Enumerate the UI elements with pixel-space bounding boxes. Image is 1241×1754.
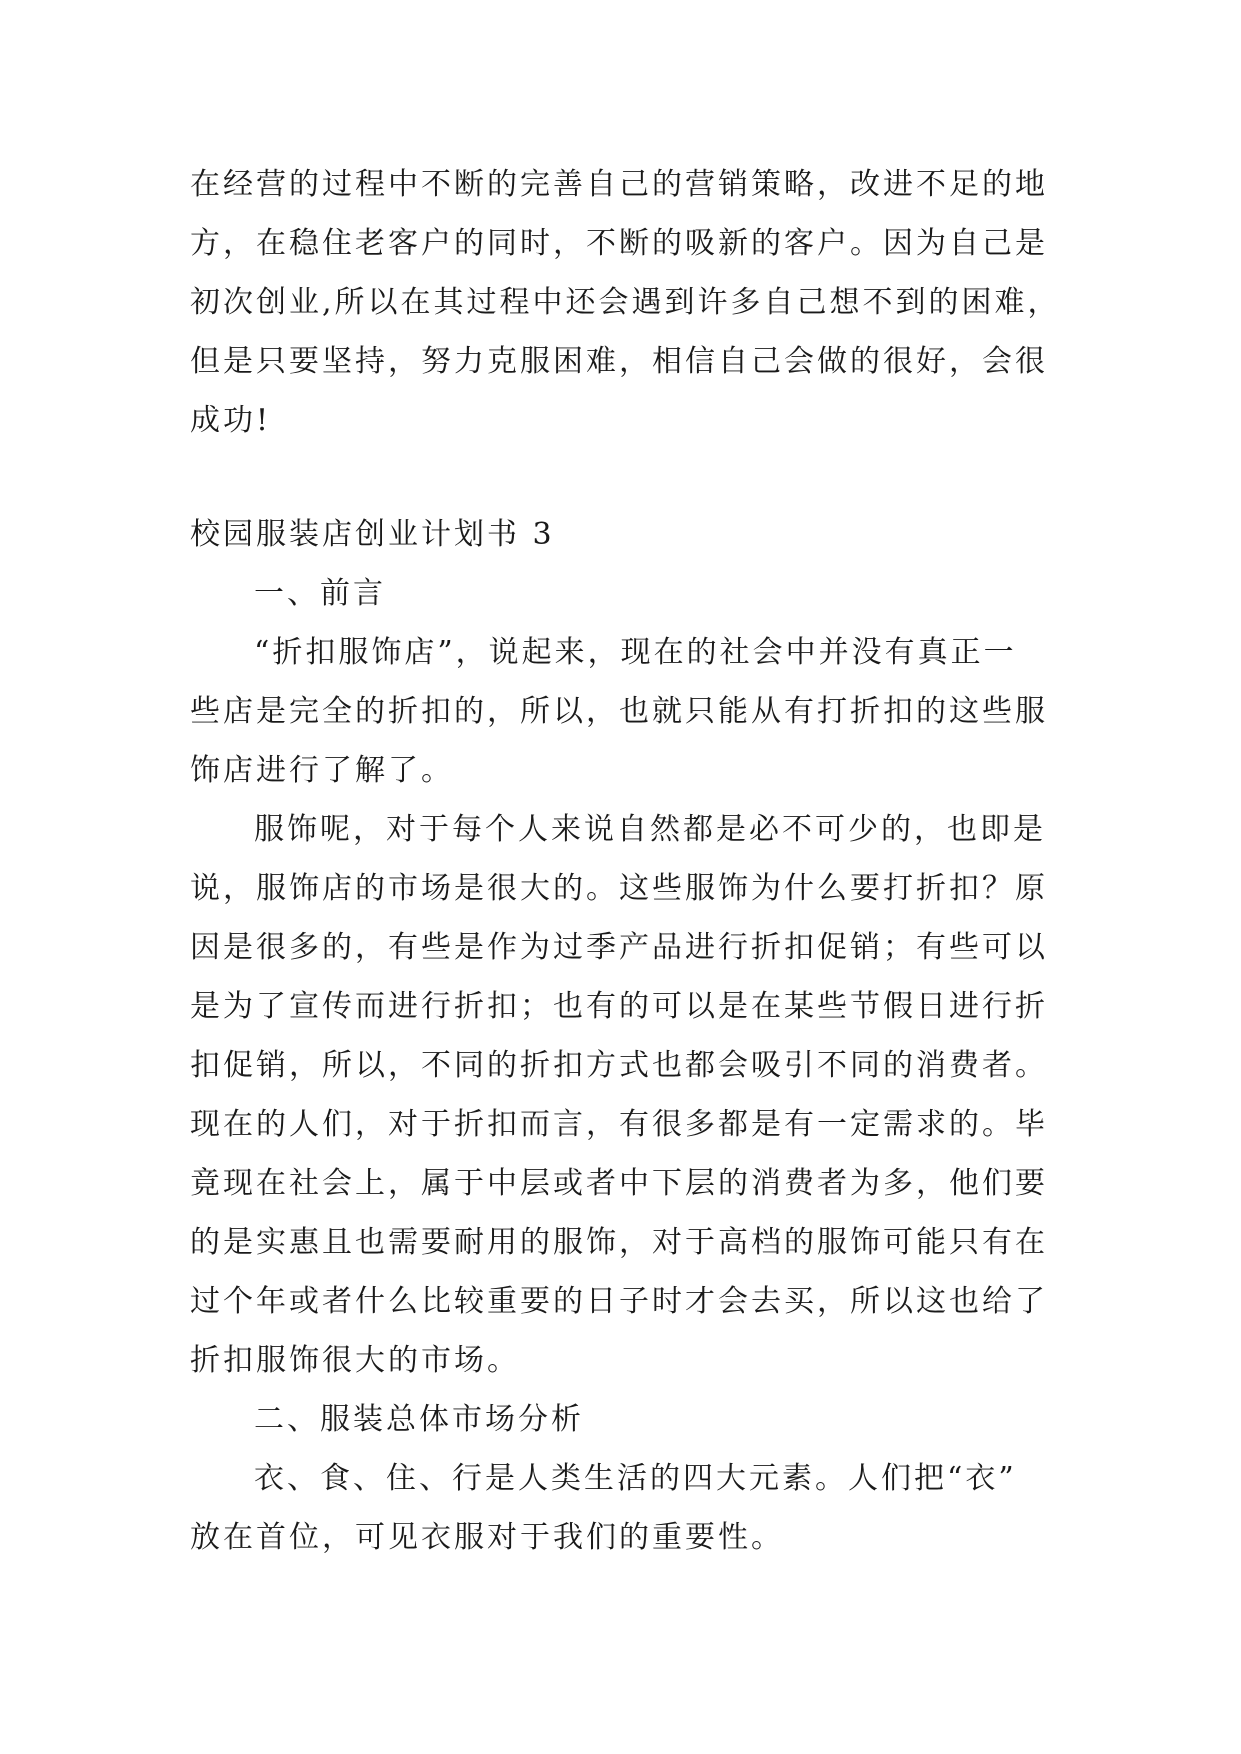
market-paragraph bbox=[190, 1449, 1070, 1567]
paragraph-line: 在经营的过程中不断的完善自己的营销策略，改进不足的地 bbox=[190, 167, 1048, 202]
continuation-paragraph bbox=[190, 155, 1070, 450]
section-title: 校园服装店创业计划书 3 bbox=[190, 517, 555, 552]
heading-market-analysis: 二、服装总体市场分析 bbox=[254, 1402, 584, 1437]
paragraph-line: 些店是完全的折扣的，所以，也就只能从有打折扣的这些服 bbox=[190, 694, 1048, 729]
heading-preface: 一、前言 bbox=[254, 576, 386, 611]
paragraph-line: 因是很多的，有些是作为过季产品进行折扣促销；有些可以 bbox=[190, 930, 1048, 965]
plan-section bbox=[190, 505, 1070, 1567]
paragraph-line: 现在的人们，对于折扣而言，有很多都是有一定需求的。毕 bbox=[190, 1107, 1048, 1142]
paragraph-line: 说，服饰店的市场是很大的。这些服饰为什么要打折扣？原 bbox=[190, 871, 1048, 906]
paragraph-line: 饰店进行了解了。 bbox=[190, 753, 454, 788]
paragraph-line: 的是实惠且也需要耐用的服饰，对于高档的服饰可能只有在 bbox=[190, 1225, 1048, 1260]
paragraph-line: 服饰呢，对于每个人来说自然都是必不可少的，也即是 bbox=[254, 812, 1046, 847]
paragraph-line: 衣、食、住、行是人类生活的四大元素。人们把“衣” bbox=[254, 1461, 1017, 1496]
paragraph-line: 方，在稳住老客户的同时，不断的吸新的客户。因为自己是 bbox=[190, 226, 1048, 261]
paragraph-line: 成功! bbox=[190, 403, 272, 438]
preface-paragraph-2 bbox=[190, 800, 1070, 1390]
paragraph-line: 初次创业,所以在其过程中还会遇到许多自己想不到的困难， bbox=[190, 285, 1061, 320]
paragraph-line: 是为了宣传而进行折扣；也有的可以是在某些节假日进行折 bbox=[190, 989, 1048, 1024]
paragraph-line: 折扣服饰很大的市场。 bbox=[190, 1343, 520, 1378]
paragraph-line: 但是只要坚持，努力克服困难，相信自己会做的很好，会很 bbox=[190, 344, 1048, 379]
paragraph-line: 竟现在社会上，属于中层或者中下层的消费者为多，他们要 bbox=[190, 1166, 1048, 1201]
paragraph-line: 放在首位，可见衣服对于我们的重要性。 bbox=[190, 1520, 784, 1555]
paragraph-line: 过个年或者什么比较重要的日子时才会去买，所以这也给了 bbox=[190, 1284, 1048, 1319]
preface-paragraph-1 bbox=[190, 623, 1070, 800]
paragraph-line: 扣促销，所以，不同的折扣方式也都会吸引不同的消费者。 bbox=[190, 1048, 1048, 1083]
paragraph-line: “折扣服饰店”，说起来，现在的社会中并没有真正一 bbox=[254, 635, 1017, 670]
